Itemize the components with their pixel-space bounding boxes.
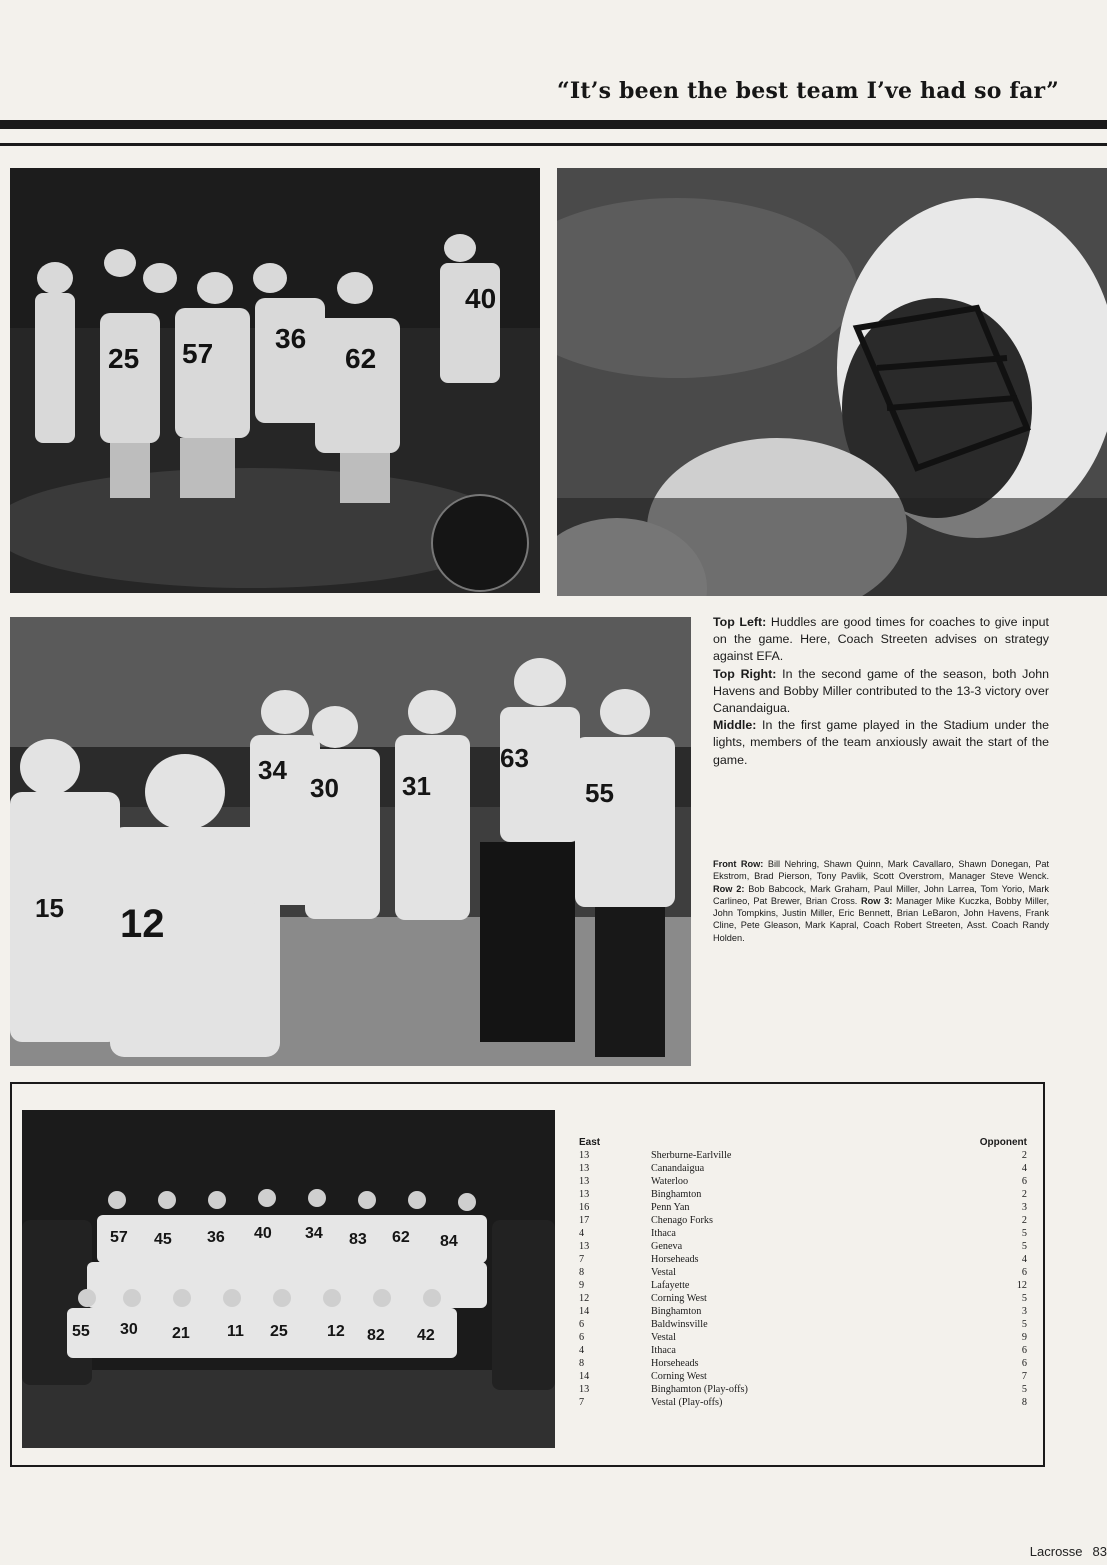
opponent-score: 6: [1021, 1358, 1027, 1369]
opponent-name: Lafayette: [651, 1280, 690, 1291]
score-row: [577, 1215, 1027, 1228]
jersey-number: 21: [172, 1325, 190, 1342]
opponent-name: Vestal (Play-offs): [651, 1397, 723, 1408]
score-row: [577, 1202, 1027, 1215]
opponent-score: 7: [1021, 1371, 1027, 1382]
east-score: 17: [579, 1215, 590, 1226]
roster-label: Front Row:: [713, 859, 764, 869]
score-row: [577, 1293, 1027, 1306]
score-row: [577, 1384, 1027, 1397]
jersey-number: 63: [500, 743, 529, 773]
east-score: 7: [579, 1397, 585, 1408]
jersey-number: 42: [417, 1327, 435, 1344]
east-score: 16: [579, 1202, 590, 1213]
jersey-number: 55: [585, 778, 614, 808]
caption-text: In the first game played in the Stadium under the lights, members of the team anxiously await the start of the game.: [713, 718, 1049, 767]
jersey-number: 84: [440, 1233, 458, 1250]
east-score: 13: [579, 1176, 590, 1187]
photo-helmets-closeup: [557, 168, 1107, 596]
roster-names: Bob Babcock, Mark Graham, Paul Miller, John Larrea, Tom Yorio, Mark Carlineo, Pat Brewer, Brian Cross.: [713, 883, 1049, 906]
east-score: 13: [579, 1189, 590, 1200]
caption-label: Top Right:: [713, 666, 777, 681]
opponent-name: Binghamton: [651, 1189, 702, 1200]
jersey-number: 62: [392, 1229, 410, 1246]
jersey-number: 82: [367, 1327, 385, 1344]
opponent-score: 2: [1021, 1215, 1027, 1226]
jersey-number: 40: [465, 283, 497, 314]
opponent-name: Chenago Forks: [651, 1215, 713, 1226]
jersey-number: 25: [270, 1323, 288, 1340]
east-header: East: [579, 1137, 601, 1148]
score-row: [577, 1228, 1027, 1241]
jersey-number: 55: [72, 1323, 90, 1340]
opponent-name: Sherburne-Earlville: [651, 1150, 732, 1161]
opponent-score: 5: [1021, 1293, 1027, 1304]
east-score: 4: [579, 1345, 585, 1356]
east-score: 6: [579, 1332, 585, 1343]
score-row: [577, 1150, 1027, 1163]
score-row: [577, 1176, 1027, 1189]
jersey-number: 34: [305, 1225, 323, 1242]
opponent-score: 2: [1021, 1189, 1027, 1200]
opponent-name: Baldwinsville: [651, 1319, 708, 1330]
jersey-number: 15: [35, 893, 64, 923]
opponent-score: 3: [1021, 1306, 1027, 1317]
jersey-number: 40: [254, 1225, 272, 1242]
opponent-score: 5: [1021, 1228, 1027, 1239]
caption-top-right: [713, 666, 1049, 718]
jersey-number: 36: [207, 1229, 225, 1246]
section-name: Lacrosse: [1029, 1544, 1083, 1559]
score-row: [577, 1306, 1027, 1319]
east-score: 4: [579, 1228, 585, 1239]
score-row: [577, 1254, 1027, 1267]
score-row: [577, 1280, 1027, 1293]
opponent-name: Horseheads: [651, 1254, 699, 1265]
roster-label: Row 3:: [857, 895, 893, 906]
east-score: 13: [579, 1241, 590, 1252]
east-score: 8: [579, 1267, 585, 1278]
east-score: 14: [579, 1306, 590, 1317]
header-rule-thick: [0, 120, 1107, 129]
jersey-number: 12: [327, 1323, 345, 1340]
opponent-header: Opponent: [979, 1137, 1027, 1148]
scores-header: [577, 1137, 1027, 1150]
opponent-name: Ithaca: [651, 1228, 676, 1239]
opponent-score: 5: [1021, 1241, 1027, 1252]
jersey-number: 45: [154, 1231, 172, 1248]
opponent-name: Corning West: [651, 1293, 707, 1304]
opponent-name: Penn Yan: [651, 1202, 690, 1213]
score-row: [577, 1163, 1027, 1176]
jersey-number: 57: [110, 1229, 128, 1246]
opponent-score: 9: [1021, 1332, 1027, 1343]
roster-names: Bill Nehring, Shawn Quinn, Mark Cavallaro, Shawn Donegan, Pat Ekstrom, Brad Pierson, Tony Pavlik, Scott Overstrom, Manager Steve Wenck.: [713, 859, 1049, 882]
score-row: [577, 1397, 1027, 1410]
photo-captions: [713, 614, 1049, 769]
east-score: 6: [579, 1319, 585, 1330]
score-row: [577, 1332, 1027, 1345]
opponent-name: Binghamton (Play-offs): [651, 1384, 748, 1395]
opponent-score: 5: [1021, 1384, 1027, 1395]
jersey-number: 30: [310, 773, 339, 803]
roster-names: Manager Mike Kuczka, Bobby Miller, John Tompkins, Justin Miller, Eric Bennett, Brian LeBaron, John Havens, Frank Cline, Pete Gleason, Mark Kapral, Coach Robert Streeten, Asst. Coach Randy Holden.: [713, 895, 1049, 943]
east-score: 13: [579, 1163, 590, 1174]
east-score: 14: [579, 1371, 590, 1382]
opponent-name: Ithaca: [651, 1345, 676, 1356]
opponent-score: 6: [1021, 1267, 1027, 1278]
east-score: 8: [579, 1358, 585, 1369]
roster-label: Row 2:: [713, 883, 745, 894]
score-row: [577, 1345, 1027, 1358]
opponent-score: 6: [1021, 1345, 1027, 1356]
jersey-number: 12: [120, 902, 165, 946]
jersey-number: 30: [120, 1321, 138, 1338]
jersey-number: 36: [275, 323, 307, 354]
photo-team: [22, 1110, 555, 1448]
score-row: [577, 1267, 1027, 1280]
score-row: [577, 1319, 1027, 1332]
caption-middle: [713, 717, 1049, 769]
opponent-name: Corning West: [651, 1371, 707, 1382]
opponent-name: Vestal: [651, 1267, 676, 1278]
opponent-name: Binghamton: [651, 1306, 702, 1317]
score-row: [577, 1371, 1027, 1384]
opponent-score: 4: [1021, 1163, 1027, 1174]
page-number: 83: [1092, 1544, 1107, 1559]
east-score: 7: [579, 1254, 585, 1265]
team-roster-caption: [713, 858, 1049, 944]
caption-text: Huddles are good times for coaches to give input on the game. Here, Coach Streeten advises on strategy against EFA.: [713, 615, 1050, 664]
east-score: 13: [579, 1384, 590, 1395]
jersey-number: 83: [349, 1231, 367, 1248]
opponent-score: 8: [1021, 1397, 1027, 1408]
header-rule-thin: [0, 143, 1107, 146]
jersey-number: 25: [108, 343, 140, 374]
jersey-number: 62: [345, 343, 377, 374]
score-row: [577, 1189, 1027, 1202]
jersey-number: 34: [258, 755, 287, 785]
caption-label: Top Left:: [713, 615, 767, 629]
opponent-score: 6: [1021, 1176, 1027, 1187]
jersey-number: 31: [402, 771, 431, 801]
photo-sideline: [10, 617, 691, 1066]
opponent-score: 3: [1021, 1202, 1027, 1213]
page-footer: [1030, 1544, 1107, 1559]
caption-top-left: [713, 614, 1049, 666]
opponent-score: 5: [1021, 1319, 1027, 1330]
opponent-score: 2: [1021, 1150, 1027, 1161]
opponent-score: 4: [1021, 1254, 1027, 1265]
opponent-name: Waterloo: [651, 1176, 689, 1187]
jersey-number: 11: [227, 1323, 244, 1340]
east-score: 9: [579, 1280, 585, 1291]
jersey-number: 57: [182, 338, 214, 369]
page-headline: “It’s been the best team I’ve had so far”: [557, 78, 1059, 104]
season-scores-table: [577, 1137, 1027, 1410]
score-row: [577, 1358, 1027, 1371]
opponent-name: Horseheads: [651, 1358, 699, 1369]
photo-huddle: [10, 168, 540, 593]
opponent-name: Geneva: [651, 1241, 683, 1252]
east-score: 12: [579, 1293, 590, 1304]
opponent-name: Vestal: [651, 1332, 676, 1343]
caption-text: In the second game of the season, both John Havens and Bobby Miller contributed to the 13-3 victory over Canandaigua.: [713, 666, 1049, 716]
opponent-score: 12: [1016, 1280, 1027, 1291]
opponent-name: Canandaigua: [651, 1163, 705, 1174]
caption-label: Middle:: [713, 718, 757, 733]
score-row: [577, 1241, 1027, 1254]
east-score: 13: [579, 1150, 590, 1161]
